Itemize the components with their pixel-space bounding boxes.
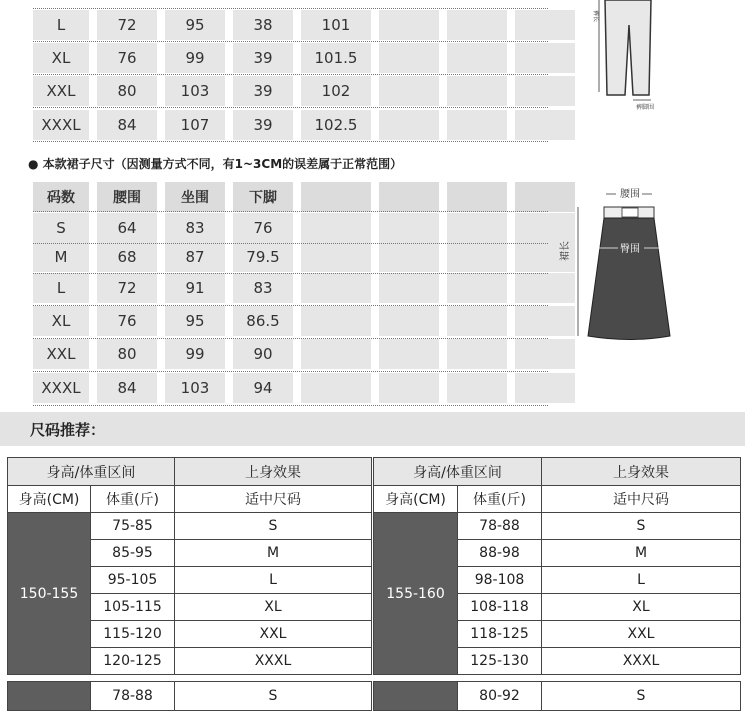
header-waist: 腰围: [97, 182, 157, 212]
pants-diagram: [585, 0, 675, 112]
weight-cell: 120-125: [90, 647, 175, 675]
hip-cell: 91: [165, 273, 225, 303]
table-row: [33, 373, 548, 403]
weight-cell: 125-130: [457, 647, 542, 675]
header-weight: 体重(斤): [90, 485, 175, 513]
table-row: [33, 242, 548, 272]
size-cell: XL: [33, 306, 89, 336]
size-cell: M: [174, 539, 372, 567]
weight-cell: 105-115: [90, 593, 175, 621]
hem-cell: 90: [233, 339, 293, 369]
size-cell: XXXL: [33, 373, 89, 403]
weight-cell: 78-88: [90, 681, 175, 711]
thigh-cell: 39: [233, 76, 293, 106]
height-range-cell: 155-160: [373, 512, 458, 675]
length-cell: 102: [301, 76, 371, 106]
header-range: 身高/体重区间: [7, 457, 175, 486]
hip-cell: 95: [165, 306, 225, 336]
hip-cell: 107: [165, 110, 225, 140]
header-weight: 体重(斤): [457, 485, 542, 513]
waist-cell: 64: [97, 213, 157, 243]
weight-cell: 78-88: [457, 512, 542, 540]
table-row: [33, 76, 548, 106]
hip-cell: 103: [165, 76, 225, 106]
weight-cell: 98-108: [457, 566, 542, 594]
header-size: 适中尺码: [541, 485, 741, 513]
header-height: 身高(CM): [7, 485, 91, 513]
length-cell: 101.5: [301, 43, 371, 73]
size-recommendation-header: [0, 412, 745, 446]
hip-cell: 95: [165, 10, 225, 40]
waist-cell: 72: [97, 10, 157, 40]
hip-cell: 87: [165, 242, 225, 272]
skirt-size-note: ● 本款裙子尺寸（因测量方式不同，有1~3CM的误差属于正常范围）: [28, 157, 403, 171]
size-cell: L: [174, 566, 372, 594]
table-row: [33, 306, 548, 336]
skirt-waist-label: 腰围: [620, 189, 640, 200]
waist-cell: 72: [97, 273, 157, 303]
length-cell: 102.5: [301, 110, 371, 140]
hem-cell: 94: [233, 373, 293, 403]
weight-cell: 80-92: [457, 681, 542, 711]
size-cell: S: [541, 512, 741, 540]
waist-cell: 80: [97, 76, 157, 106]
header-range: 身高/体重区间: [373, 457, 542, 486]
header-hip: 坐围: [165, 182, 225, 212]
table-row: [33, 213, 548, 243]
size-cell: M: [541, 539, 741, 567]
header-size: 适中尺码: [174, 485, 372, 513]
size-cell: XXXL: [174, 647, 372, 675]
hip-cell: 99: [165, 43, 225, 73]
size-cell: S: [541, 681, 741, 711]
weight-cell: 85-95: [90, 539, 175, 567]
length-cell: 101: [301, 10, 371, 40]
skirt-diagram: [562, 183, 682, 343]
table-row: [33, 273, 548, 303]
thigh-cell: 38: [233, 10, 293, 40]
weight-cell: 75-85: [90, 512, 175, 540]
header-height: 身高(CM): [373, 485, 458, 513]
size-cell: XXXL: [33, 110, 89, 140]
size-cell: L: [541, 566, 741, 594]
height-range-cell: [373, 681, 458, 711]
hem-cell: 79.5: [233, 242, 293, 272]
waist-cell: 80: [97, 339, 157, 369]
height-range-cell: [7, 681, 91, 711]
size-cell: XXL: [33, 339, 89, 369]
hem-cell: 76: [233, 213, 293, 243]
size-cell: XXL: [33, 76, 89, 106]
hip-cell: 83: [165, 213, 225, 243]
hem-cell: 86.5: [233, 306, 293, 336]
size-cell: M: [33, 242, 89, 272]
size-cell: S: [33, 213, 89, 243]
size-cell: L: [33, 273, 89, 303]
header-size: 码数: [33, 182, 89, 212]
weight-cell: 88-98: [457, 539, 542, 567]
height-range-cell: 150-155: [7, 512, 91, 675]
hip-cell: 99: [165, 339, 225, 369]
size-cell: XL: [541, 593, 741, 621]
weight-cell: 115-120: [90, 620, 175, 648]
size-cell: S: [174, 681, 372, 711]
header-effect: 上身效果: [541, 457, 741, 486]
waist-cell: 76: [97, 306, 157, 336]
size-cell: XL: [33, 43, 89, 73]
pants-hem-label: 裤脚围: [636, 104, 655, 111]
pants-length-label: 裤长: [592, 10, 599, 23]
table-header-row: [33, 182, 548, 212]
thigh-cell: 39: [233, 110, 293, 140]
waist-cell: 68: [97, 242, 157, 272]
size-cell: XXXL: [541, 647, 741, 675]
waist-cell: 76: [97, 43, 157, 73]
table-row: [33, 339, 548, 369]
table-row: [33, 43, 548, 73]
weight-cell: 95-105: [90, 566, 175, 594]
waist-cell: 84: [97, 373, 157, 403]
size-cell: L: [33, 10, 89, 40]
size-cell: S: [174, 512, 372, 540]
size-cell: XXL: [541, 620, 741, 648]
weight-cell: 118-125: [457, 620, 542, 648]
skirt-hip-label: 臀围: [620, 244, 640, 255]
header-hem: 下脚: [233, 182, 293, 212]
header-effect: 上身效果: [174, 457, 372, 486]
hem-cell: 83: [233, 273, 293, 303]
size-cell: XXL: [174, 620, 372, 648]
section-title: 尺码推荐：: [30, 421, 106, 439]
table-row: [33, 110, 548, 140]
skirt-length-label: 裙长: [560, 241, 571, 261]
size-cell: XL: [174, 593, 372, 621]
waist-cell: 84: [97, 110, 157, 140]
thigh-cell: 39: [233, 43, 293, 73]
table-row: [33, 10, 548, 40]
hip-cell: 103: [165, 373, 225, 403]
weight-cell: 108-118: [457, 593, 542, 621]
